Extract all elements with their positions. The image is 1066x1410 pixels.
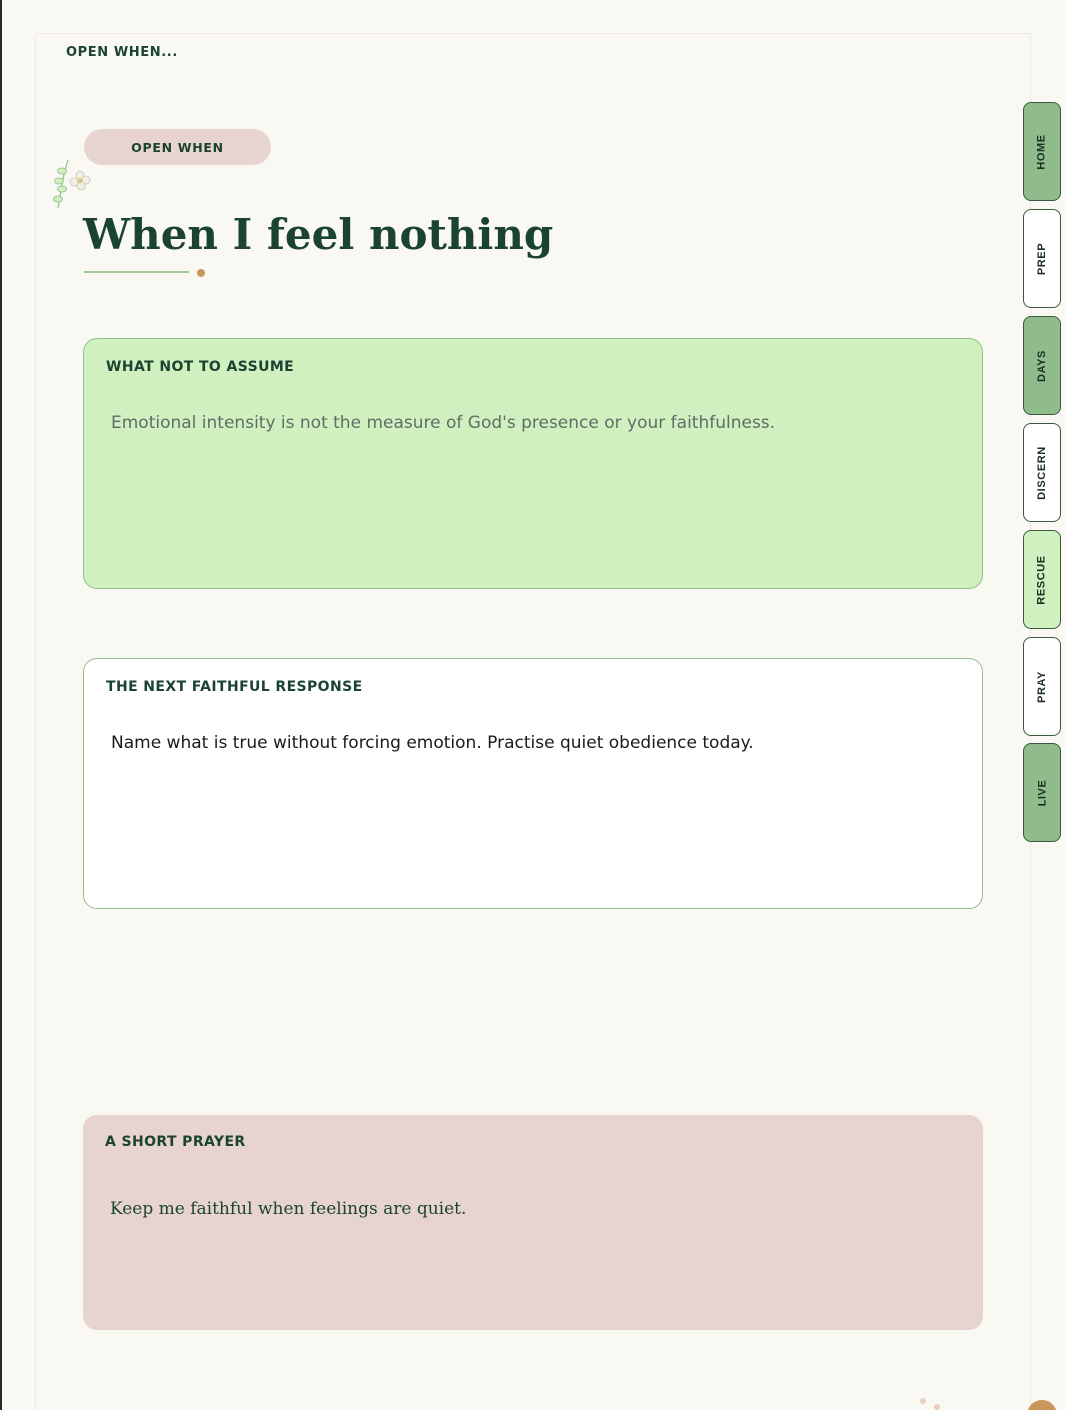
tab-label: RESCUE: [1036, 554, 1049, 605]
decorative-dot: [934, 1404, 940, 1410]
tab-label: PREP: [1035, 242, 1048, 275]
card-body: Emotional intensity is not the measure of God's presence or your faithfulness.: [111, 413, 776, 433]
tab-days[interactable]: [1023, 316, 1061, 415]
tab-label: LIVE: [1035, 779, 1048, 806]
tab-pray[interactable]: [1023, 637, 1061, 736]
title-underline: [84, 271, 189, 273]
tab-label: HOME: [1036, 133, 1048, 170]
tab-prep[interactable]: [1023, 209, 1061, 308]
tab-label: PRAY: [1035, 670, 1048, 703]
decorative-circle: [1027, 1400, 1057, 1410]
card-label: THE NEXT FAITHFUL RESPONSE: [106, 679, 363, 695]
short-prayer-card: [83, 1115, 983, 1330]
card-body: Name what is true without forcing emotion. Practise quiet obedience today.: [111, 733, 754, 753]
tab-label: DISCERN: [1036, 445, 1048, 500]
section-pill-label: OPEN WHEN: [131, 139, 224, 155]
title-underline-dot: [197, 269, 205, 277]
page-header: OPEN WHEN...: [66, 45, 178, 60]
card-body: Keep me faithful when feelings are quiet.: [110, 1199, 467, 1219]
tab-label: DAYS: [1035, 349, 1048, 382]
card-label: A SHORT PRAYER: [105, 1134, 246, 1150]
section-pill: [84, 129, 271, 165]
tab-discern[interactable]: [1023, 423, 1061, 522]
card-label: WHAT NOT TO ASSUME: [106, 359, 295, 375]
tab-home[interactable]: [1023, 102, 1061, 201]
tab-live[interactable]: [1023, 743, 1061, 842]
next-faithful-response-card: [83, 658, 983, 909]
page-title: When I feel nothing: [83, 210, 554, 259]
flower-sprig-icon: [52, 155, 96, 213]
tab-rescue[interactable]: [1023, 530, 1061, 629]
what-not-to-assume-card: [83, 338, 983, 589]
decorative-dot: [920, 1398, 926, 1404]
